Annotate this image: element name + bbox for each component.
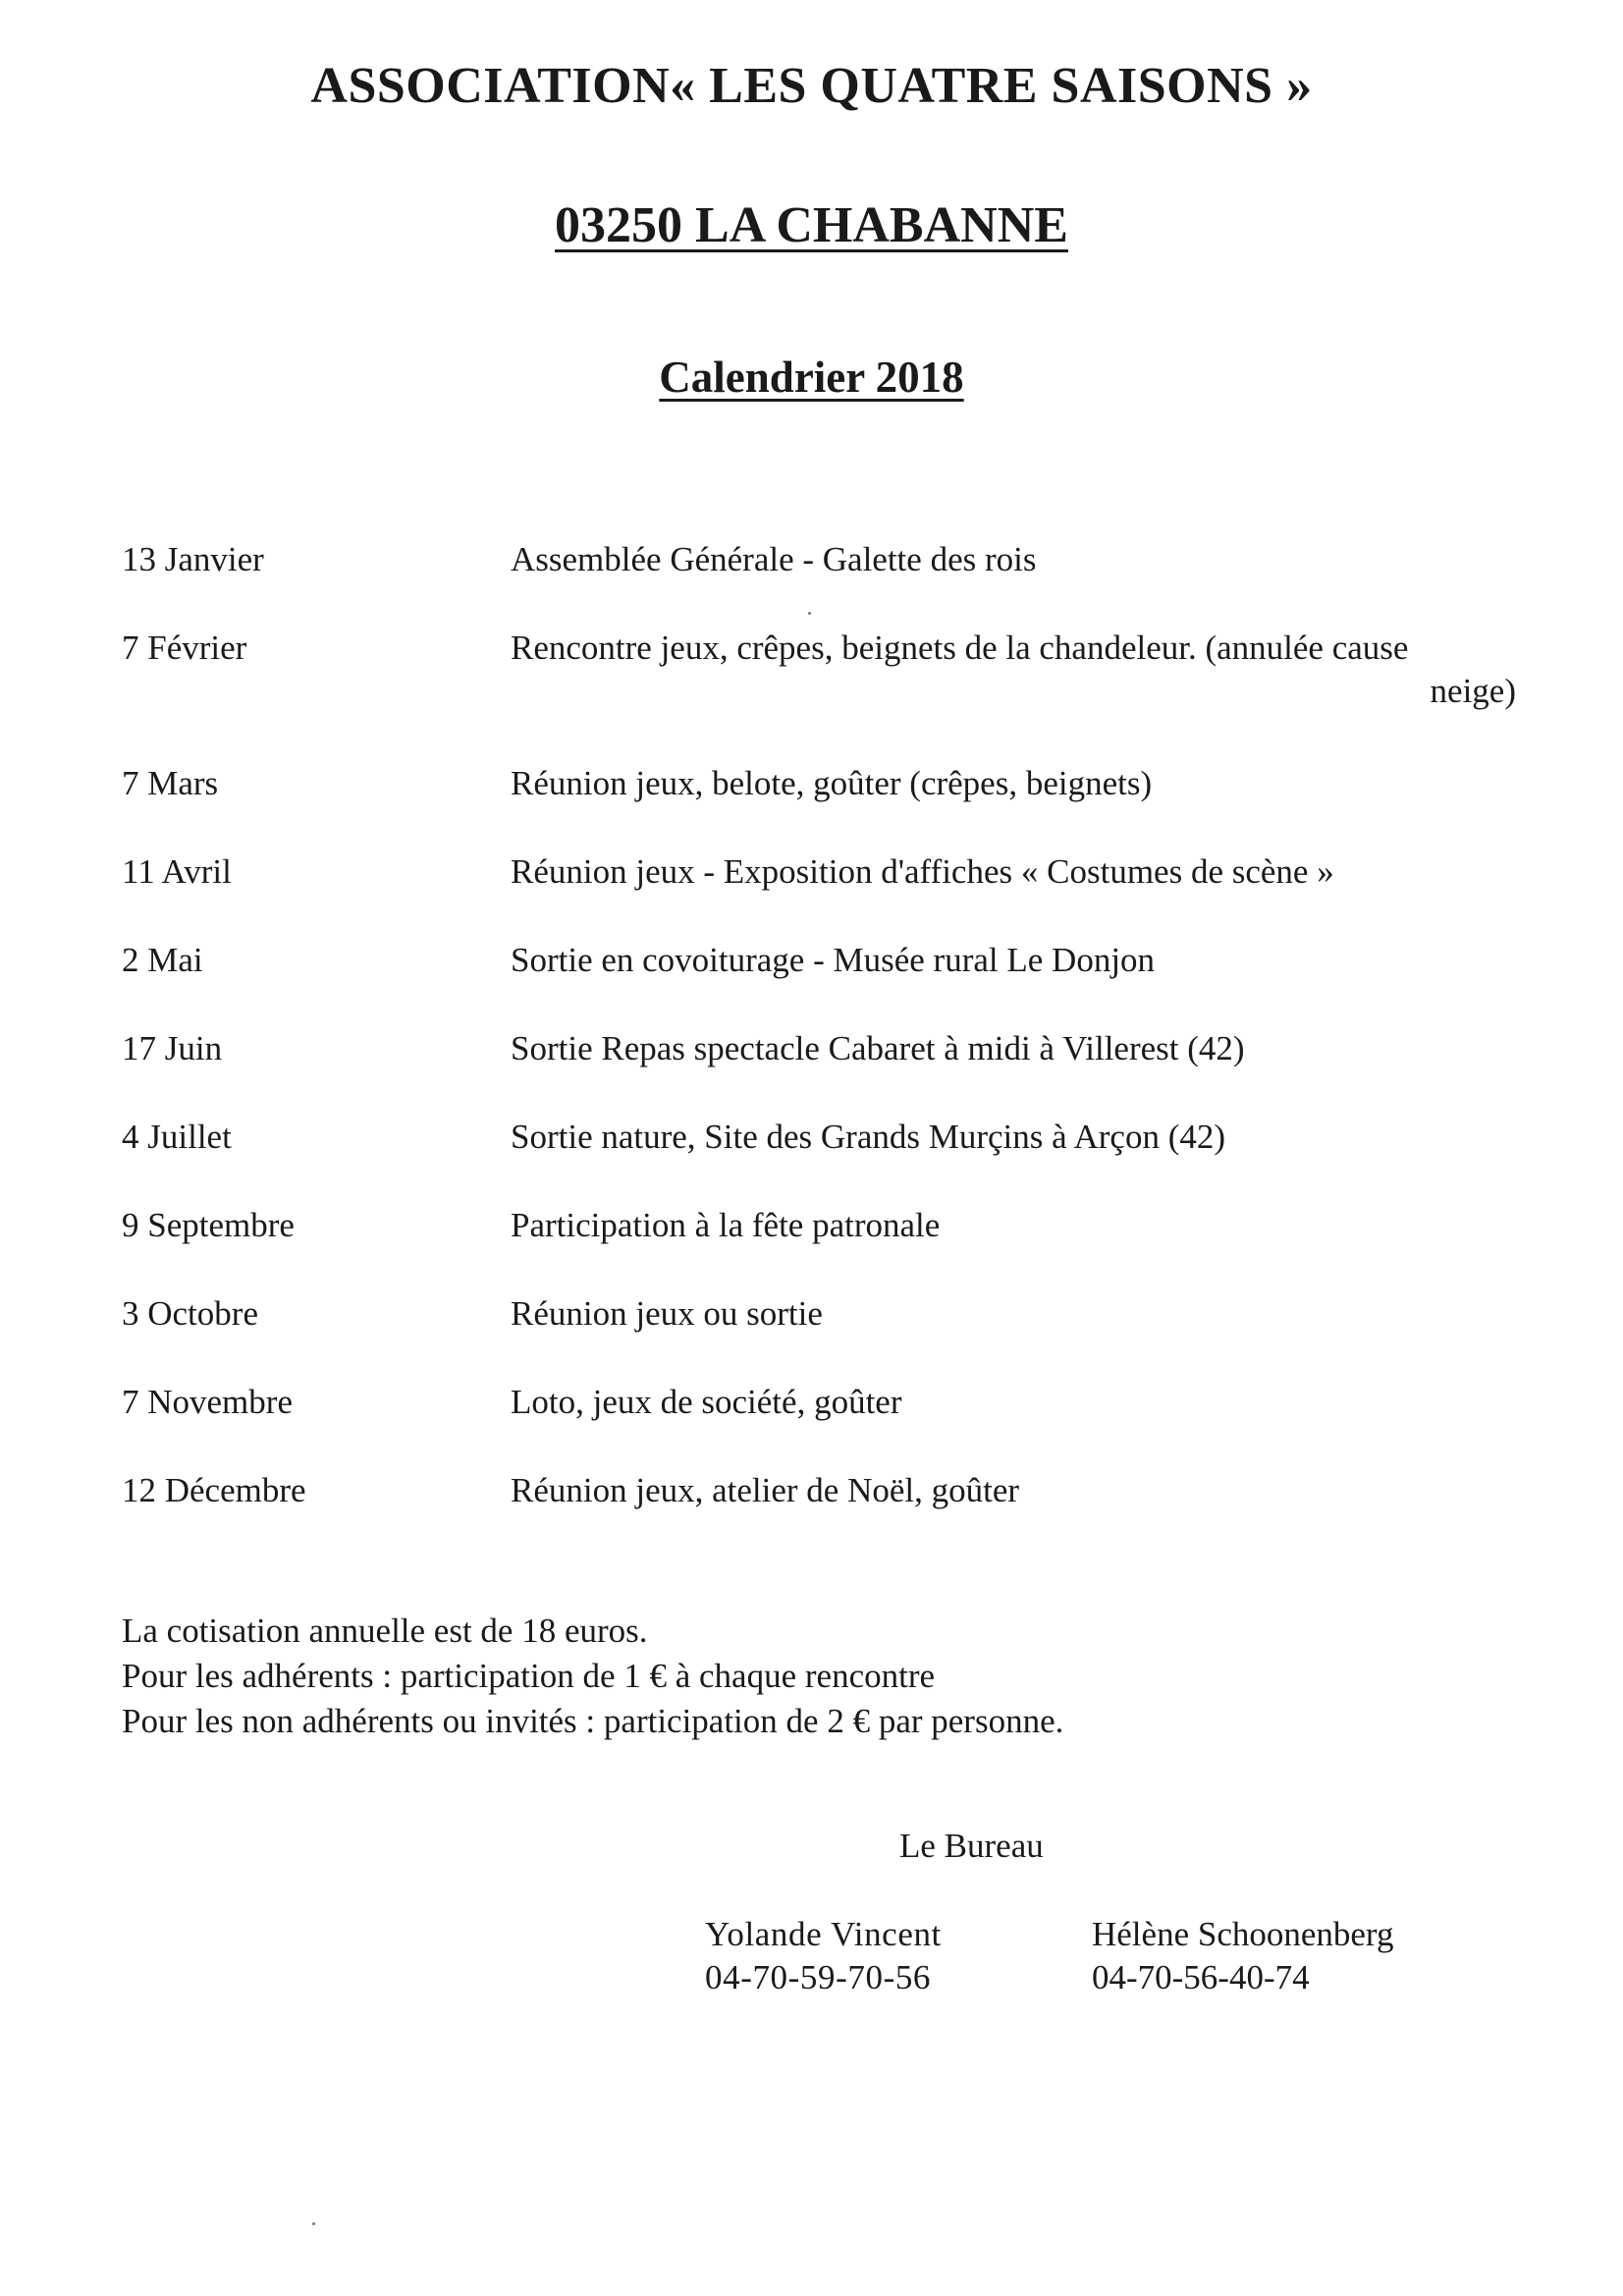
event-date: 2 Mai bbox=[122, 941, 203, 979]
event-date: 11 Avril bbox=[122, 852, 232, 891]
event-row bbox=[122, 1116, 1536, 1204]
membership-notes bbox=[122, 1609, 1063, 1744]
contact-block bbox=[705, 1913, 942, 1999]
event-date: 13 Janvier bbox=[122, 540, 264, 578]
bureau-label: Le Bureau bbox=[899, 1827, 1044, 1865]
location-title: 03250 LA CHABANNE bbox=[555, 197, 1068, 253]
event-date: 12 Décembre bbox=[122, 1471, 306, 1509]
member-fee-note: Pour les adhérents : participation de 1 € à chaque rencontre bbox=[122, 1657, 936, 1695]
contact-name: Hélène Schoonenberg bbox=[1092, 1915, 1394, 1953]
event-row bbox=[122, 939, 1536, 1027]
event-description: Réunion jeux, belote, goûter (crêpes, beignets) bbox=[511, 764, 1153, 802]
event-description-continued: neige) bbox=[1430, 672, 1516, 710]
association-title: ASSOCIATION« LES QUATRE SAISONS » bbox=[310, 58, 1313, 114]
event-description: Sortie nature, Site des Grands Murçins à Arçon (42) bbox=[511, 1118, 1226, 1156]
scan-speck bbox=[808, 612, 811, 615]
contact-block bbox=[1092, 1913, 1393, 1999]
event-row bbox=[122, 1027, 1536, 1116]
event-date: 7 Novembre bbox=[122, 1383, 293, 1421]
events-list bbox=[122, 538, 1536, 1558]
event-description: Réunion jeux, atelier de Noël, goûter bbox=[511, 1471, 1020, 1509]
event-row bbox=[122, 1381, 1536, 1469]
event-row bbox=[122, 1204, 1536, 1292]
event-date: 7 Février bbox=[122, 629, 247, 667]
event-date: 9 Septembre bbox=[122, 1206, 295, 1244]
event-row bbox=[122, 762, 1536, 850]
event-row bbox=[122, 1292, 1536, 1381]
event-row bbox=[122, 538, 1536, 627]
event-description: Loto, jeux de société, goûter bbox=[511, 1383, 902, 1421]
annual-fee-note: La cotisation annuelle est de 18 euros. bbox=[122, 1612, 648, 1650]
event-description: Sortie en covoiturage - Musée rural Le Donjon bbox=[511, 941, 1156, 979]
event-description: Réunion jeux ou sortie bbox=[511, 1294, 823, 1333]
calendar-title: Calendrier 2018 bbox=[659, 353, 964, 402]
event-row bbox=[122, 627, 1536, 762]
contact-phone: 04-70-59-70-56 bbox=[705, 1958, 932, 1996]
event-description: Assemblée Générale - Galette des rois bbox=[511, 540, 1037, 578]
event-date: 3 Octobre bbox=[122, 1294, 258, 1333]
event-date: 4 Juillet bbox=[122, 1118, 232, 1156]
event-row bbox=[122, 1469, 1536, 1558]
contact-phone: 04-70-56-40-74 bbox=[1092, 1958, 1310, 1996]
event-description: Sortie Repas spectacle Cabaret à midi à Villerest (42) bbox=[511, 1029, 1245, 1067]
scan-speck bbox=[312, 2222, 315, 2225]
event-description: Rencontre jeux, crêpes, beignets de la chandeleur. (annulée cause bbox=[511, 629, 1409, 667]
event-date: 17 Juin bbox=[122, 1029, 223, 1067]
event-description: Réunion jeux - Exposition d'affiches « Costumes de scène » bbox=[511, 852, 1334, 891]
contact-name: Yolande Vincent bbox=[705, 1915, 942, 1953]
non-member-fee-note: Pour les non adhérents ou invités : participation de 2 € par personne. bbox=[122, 1702, 1064, 1740]
event-row bbox=[122, 850, 1536, 939]
event-date: 7 Mars bbox=[122, 764, 219, 802]
event-description: Participation à la fête patronale bbox=[511, 1206, 941, 1244]
event-description-block bbox=[511, 627, 1532, 713]
